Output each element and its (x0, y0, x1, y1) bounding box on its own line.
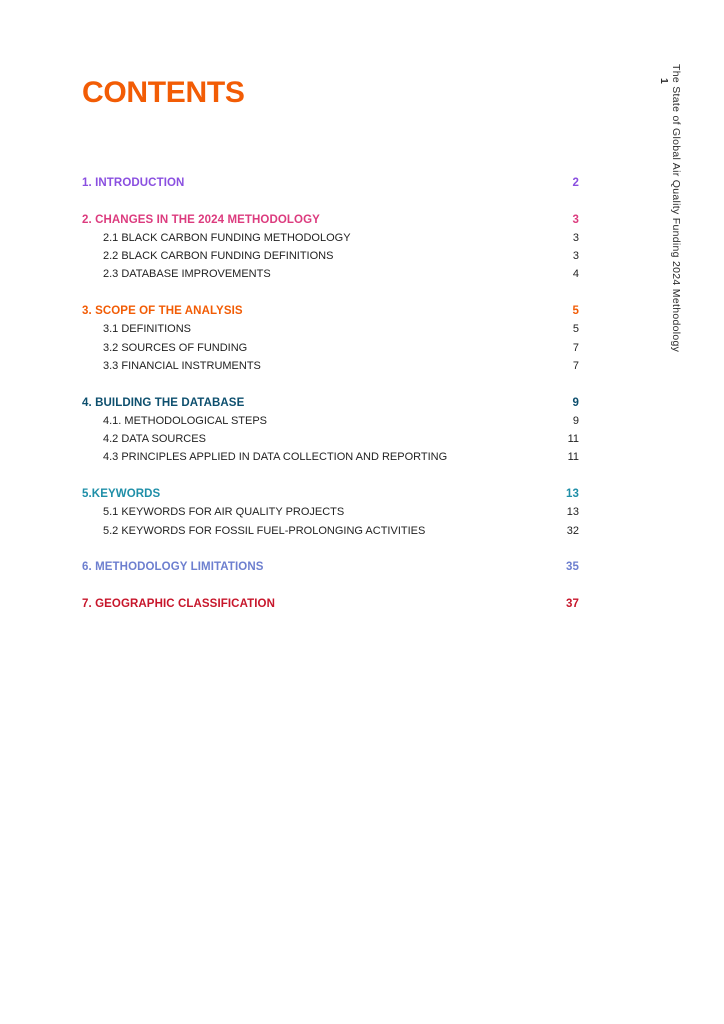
toc-entry-label: 1. INTRODUCTION (82, 177, 185, 189)
toc-subentry-page: 9 (572, 414, 579, 427)
toc-subentry[interactable] (82, 448, 579, 466)
toc-subentry-label: 5.2 KEYWORDS FOR FOSSIL FUEL-PROLONGING ACTIVITIES (103, 524, 426, 537)
toc-subentry-page: 3 (572, 231, 579, 244)
toc-subentry-label: 4.2 DATA SOURCES (103, 433, 206, 446)
toc-subentry[interactable] (82, 503, 579, 521)
toc-subentry[interactable] (82, 229, 579, 247)
toc-subentry-label: 3.1 DEFINITIONS (103, 323, 192, 336)
toc-section (82, 595, 579, 613)
toc-entry-page: 35 (566, 561, 579, 574)
toc-subentry-page: 11 (567, 433, 579, 446)
toc-entry[interactable] (82, 394, 579, 412)
toc-entry[interactable] (82, 174, 579, 192)
toc-subentry-label: 3.2 SOURCES OF FUNDING (103, 341, 248, 354)
toc-subentry[interactable] (82, 247, 579, 265)
toc-section (82, 394, 579, 467)
toc-entry[interactable] (82, 302, 579, 320)
toc-section (82, 485, 579, 540)
toc-entry-page: 9 (572, 396, 579, 409)
toc-subentry[interactable] (82, 522, 579, 540)
toc-subentry-label: 4.3 PRINCIPLES APPLIED IN DATA COLLECTION AND REPORTING (103, 451, 448, 464)
toc-entry-label: 3. SCOPE OF THE ANALYSIS (82, 305, 243, 318)
toc-subentry-page: 4 (572, 268, 579, 281)
toc-subentry-page: 3 (572, 250, 579, 263)
toc-subentry-label: 3.3 FINANCIAL INSTRUMENTS (103, 359, 261, 372)
toc-section (82, 174, 579, 192)
toc-subentry[interactable] (82, 339, 579, 357)
toc-subentry-page: 7 (572, 359, 579, 372)
toc-entry-page: 2 (572, 177, 579, 189)
toc-entry[interactable] (82, 485, 579, 503)
toc-subentry-label: 2.2 BLACK CARBON FUNDING DEFINITIONS (103, 250, 334, 263)
toc-entry-label: 4. BUILDING THE DATABASE (82, 396, 245, 409)
toc-subentry-page: 5 (572, 323, 579, 336)
toc-entry[interactable] (82, 595, 579, 613)
toc-subentry-label: 2.3 DATABASE IMPROVEMENTS (103, 268, 271, 281)
toc-subentry-label: 4.1. METHODOLOGICAL STEPS (103, 414, 268, 427)
running-header-text: The State of Global Air Quality Funding 2024 Methodology (670, 64, 682, 353)
running-header (658, 64, 682, 352)
toc-entry-label: 6. METHODOLOGY LIMITATIONS (82, 561, 264, 574)
toc-section (82, 302, 579, 375)
toc-entry-page: 3 (572, 213, 579, 226)
table-of-contents (82, 174, 579, 631)
toc-subentry-page: 11 (567, 451, 579, 464)
toc-entry-label: 2. CHANGES IN THE 2024 METHODOLOGY (82, 213, 320, 226)
toc-subentry[interactable] (82, 320, 579, 338)
toc-entry-page: 13 (566, 488, 579, 501)
toc-entry[interactable] (82, 558, 579, 576)
toc-subentry[interactable] (82, 357, 579, 375)
toc-entry-label: 5.KEYWORDS (82, 488, 161, 501)
toc-subentry-label: 5.1 KEYWORDS FOR AIR QUALITY PROJECTS (103, 506, 345, 519)
toc-entry-page: 37 (566, 597, 579, 610)
toc-subentry-page: 32 (566, 524, 579, 537)
toc-subentry-page: 7 (572, 341, 579, 354)
toc-subentry[interactable] (82, 265, 579, 283)
toc-entry-label: 7. GEOGRAPHIC CLASSIFICATION (82, 597, 275, 610)
toc-entry-page: 5 (572, 305, 579, 318)
toc-entry[interactable] (82, 211, 579, 229)
toc-subentry[interactable] (82, 430, 579, 448)
page-number: 1 (658, 78, 670, 85)
toc-subentry[interactable] (82, 412, 579, 430)
toc-subentry-label: 2.1 BLACK CARBON FUNDING METHODOLOGY (103, 231, 351, 244)
toc-section (82, 558, 579, 576)
toc-section (82, 211, 579, 284)
page-title: CONTENTS (82, 76, 245, 109)
toc-subentry-page: 13 (566, 506, 579, 519)
